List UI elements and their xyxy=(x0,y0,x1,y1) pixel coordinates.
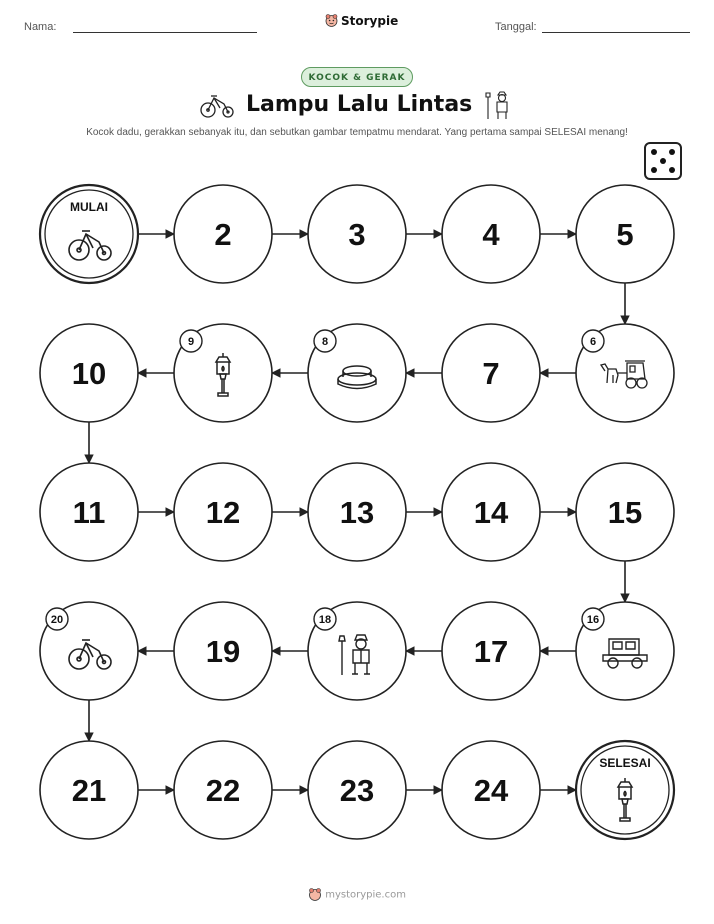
space-number: 17 xyxy=(473,634,509,669)
space-number: 19 xyxy=(205,634,241,669)
space-number-badge: 18 xyxy=(318,614,332,626)
board-space-17[interactable] xyxy=(442,602,540,700)
board-space-7[interactable] xyxy=(442,324,540,422)
board-space-12[interactable] xyxy=(174,463,272,561)
space-number: 4 xyxy=(482,217,500,252)
space-number: 15 xyxy=(607,495,643,530)
space-number: 7 xyxy=(482,356,500,391)
storypie-mascot-icon xyxy=(308,888,322,902)
name-label: Nama: xyxy=(24,21,57,33)
space-number: 23 xyxy=(339,773,375,808)
start-label: MULAI xyxy=(70,200,108,214)
finish-label: SELESAI xyxy=(599,756,651,770)
board-space-6[interactable] xyxy=(576,324,674,422)
board-space-22[interactable] xyxy=(174,741,272,839)
space-number-badge: 6 xyxy=(589,336,597,348)
space-number: 21 xyxy=(71,773,107,808)
space-number: 24 xyxy=(473,773,509,808)
space-number-badge: 9 xyxy=(187,336,195,348)
board-space-21[interactable] xyxy=(40,741,138,839)
board-space-3[interactable] xyxy=(308,185,406,283)
board-space-14[interactable] xyxy=(442,463,540,561)
board-space-13[interactable] xyxy=(308,463,406,561)
space-number: 5 xyxy=(616,217,634,252)
activity-badge: KOCOK & GERAK xyxy=(301,67,413,87)
space-number: 22 xyxy=(205,773,241,808)
space-number: 13 xyxy=(339,495,375,530)
instructions: Kocok dadu, gerakkan sebanyak itu, dan sebutkan gambar tempatmu mendarat. Yang pertama sampai SELESAI menang! xyxy=(86,127,628,138)
space-number: 10 xyxy=(71,356,107,391)
space-number-badge: 16 xyxy=(586,614,600,626)
board-space-4[interactable] xyxy=(442,185,540,283)
board-space-20[interactable] xyxy=(40,602,138,700)
space-number: 14 xyxy=(473,495,509,530)
space-number: 11 xyxy=(72,495,106,530)
board-space-16[interactable] xyxy=(576,602,674,700)
board-space-5[interactable] xyxy=(576,185,674,283)
board-space-25[interactable] xyxy=(576,741,674,839)
space-number: 3 xyxy=(348,217,366,252)
board-space-24[interactable] xyxy=(442,741,540,839)
space-number: 12 xyxy=(205,495,241,530)
board-space-18[interactable] xyxy=(308,602,406,700)
page-title: Lampu Lalu Lintas xyxy=(246,92,473,117)
board-space-23[interactable] xyxy=(308,741,406,839)
space-number-badge: 20 xyxy=(50,614,64,626)
board-space-8[interactable] xyxy=(308,324,406,422)
board-space-11[interactable] xyxy=(40,463,138,561)
space-number-badge: 8 xyxy=(321,336,329,348)
date-label: Tanggal: xyxy=(495,21,537,33)
board-space-15[interactable] xyxy=(576,463,674,561)
board-space-1[interactable] xyxy=(40,185,138,283)
brand-name: Storypie xyxy=(341,14,399,28)
board-space-19[interactable] xyxy=(174,602,272,700)
footer xyxy=(0,888,714,902)
space-number: 2 xyxy=(214,217,232,252)
board-space-2[interactable] xyxy=(174,185,272,283)
board-space-9[interactable] xyxy=(174,324,272,422)
board-space-10[interactable] xyxy=(40,324,138,422)
footer-url: mystorypie.com xyxy=(325,889,406,901)
